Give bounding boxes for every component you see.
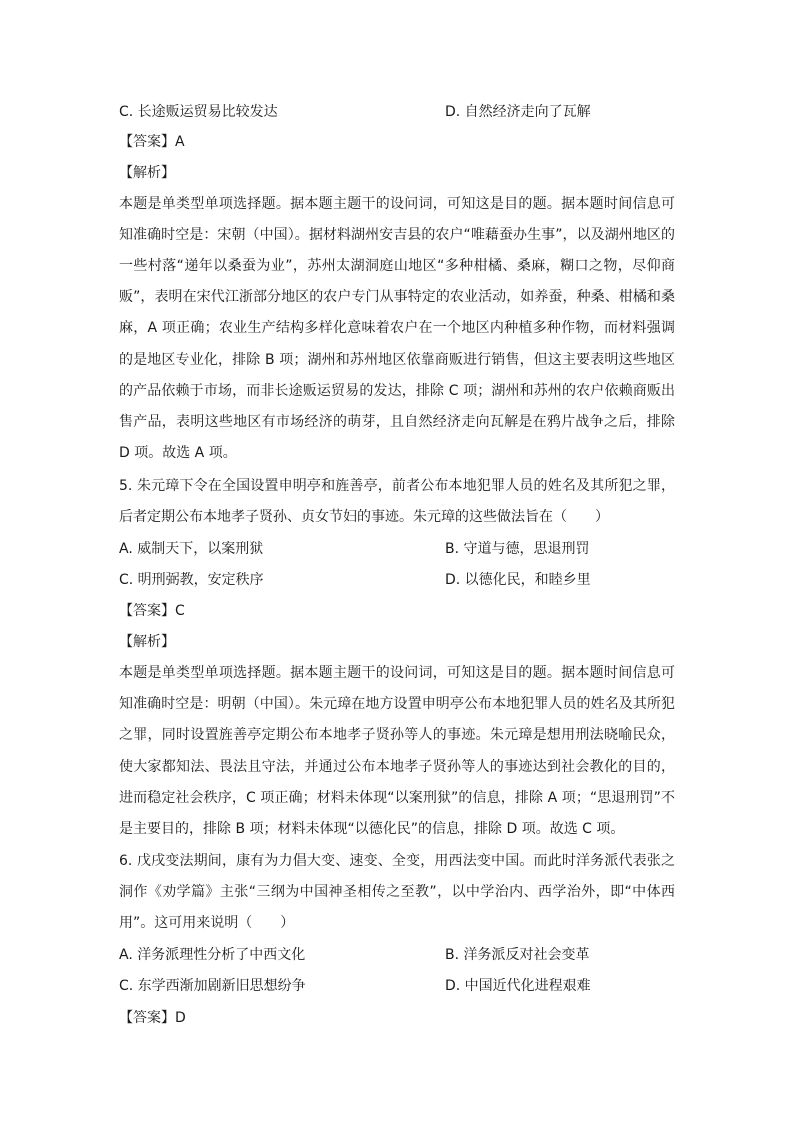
q5-analysis-line: 本题是单类型单项选择题。据本题主题干的设问词，可知这是目的题。据本题时间信息可 — [119, 665, 675, 681]
q4-option-d: D. 自然经济走向了瓦解 — [445, 104, 591, 120]
q4-analysis-line: D 项。故选 A 项。 — [119, 445, 237, 461]
q4-analysis-line: 麻，A 项正确；农业生产结构多样化意味着农户在一个地区内种植多种作物，而材料强调 — [119, 320, 675, 336]
q4-analysis-line: 售产品，表明这些地区有市场经济的萌芽，且自然经济走向瓦解是在鸦片战争之后，排除 — [119, 414, 675, 430]
q4-analysis-label: 【解析】 — [119, 165, 175, 181]
q5-analysis-line: 进而稳定社会秩序，C 项正确；材料未体现“以案刑狱”的信息，排除 A 项；“思退刑罚”不 — [119, 790, 675, 806]
q5-stem-line: 5. 朱元璋下令在全国设置申明亭和旌善亭，前者公布本地犯罪人员的姓名及其所犯之罪， — [119, 478, 675, 494]
q4-answer: 【答案】A — [119, 134, 185, 150]
q6-option-b: B. 洋务派反对社会变革 — [445, 947, 590, 963]
q5-option-c: C. 明刑弼教，安定秩序 — [119, 572, 264, 588]
q6-option-d: D. 中国近代化进程艰难 — [445, 978, 591, 994]
q5-answer: 【答案】C — [119, 603, 185, 619]
q5-analysis-line: 之罪，同时设置旌善亭定期公布本地孝子贤孙等人的事迹。朱元璋是想用刑法晓喻民众， — [119, 727, 675, 743]
q4-option-c: C. 长途贩运贸易比较发达 — [119, 104, 278, 120]
q4-analysis-line: 贩”，表明在宋代江浙部分地区的农户专门从事特定的农业活动，如养蚕，种桑、柑橘和桑 — [119, 289, 675, 305]
q6-stem-line: 洞作《劝学篇》主张“三纲为中国神圣相传之至教”，以中学治内、西学治外，即“中体西 — [119, 884, 675, 900]
q5-option-b: B. 守道与德，思退刑罚 — [445, 541, 590, 557]
q5-option-a: A. 威制天下，以案刑狱 — [119, 541, 264, 557]
q4-analysis-line: 的产品依赖于市场，而非长途贩运贸易的发达，排除 C 项；湖州和苏州的农户依赖商贩出 — [119, 383, 675, 399]
q5-analysis-line: 知准确时空是：明朝（中国）。朱元璋在地方设置申明亭公布本地犯罪人员的姓名及其所犯 — [119, 696, 675, 712]
q5-analysis-label: 【解析】 — [119, 634, 175, 650]
q5-analysis-line: 是主要目的，排除 B 项；材料未体现“以德化民”的信息，排除 D 项。故选 C 项。 — [119, 821, 625, 837]
q5-stem-line: 后者定期公布本地孝子贤孙、贞女节妇的事迹。朱元璋的这些做法旨在（ ） — [119, 509, 609, 525]
q6-stem-line: 6. 戊戌变法期间，康有为力倡大变、速变、全变，用西法变中国。而此时洋务派代表张之 — [119, 853, 675, 869]
q5-option-d: D. 以德化民，和睦乡里 — [445, 572, 591, 588]
q4-analysis-line: 一些村落“递年以桑蚕为业”，苏州太湖洞庭山地区“多种柑橘、桑麻，糊口之物，尽仰商 — [119, 258, 675, 274]
q4-analysis-line: 本题是单类型单项选择题。据本题主题干的设问词，可知这是目的题。据本题时间信息可 — [119, 196, 675, 212]
q6-option-a: A. 洋务派理性分析了中西文化 — [119, 947, 306, 963]
q4-analysis-line: 的是地区专业化，排除 B 项；湖州和苏州地区依靠商贩进行销售，但这主要表明这些地区 — [119, 352, 675, 368]
q6-answer: 【答案】D — [119, 1010, 186, 1026]
q6-option-c: C. 东学西渐加剧新旧思想纷争 — [119, 978, 306, 994]
q5-analysis-line: 使大家都知法、畏法且守法，并通过公布本地孝子贤孙等人的事迹达到社会教化的目的， — [119, 759, 675, 775]
q6-stem-line: 用”。这可用来说明（ ） — [119, 915, 295, 931]
q4-analysis-line: 知准确时空是：宋朝（中国）。据材料湖州安吉县的农户“唯藉蚕办生事”，以及湖州地区的 — [119, 227, 675, 243]
